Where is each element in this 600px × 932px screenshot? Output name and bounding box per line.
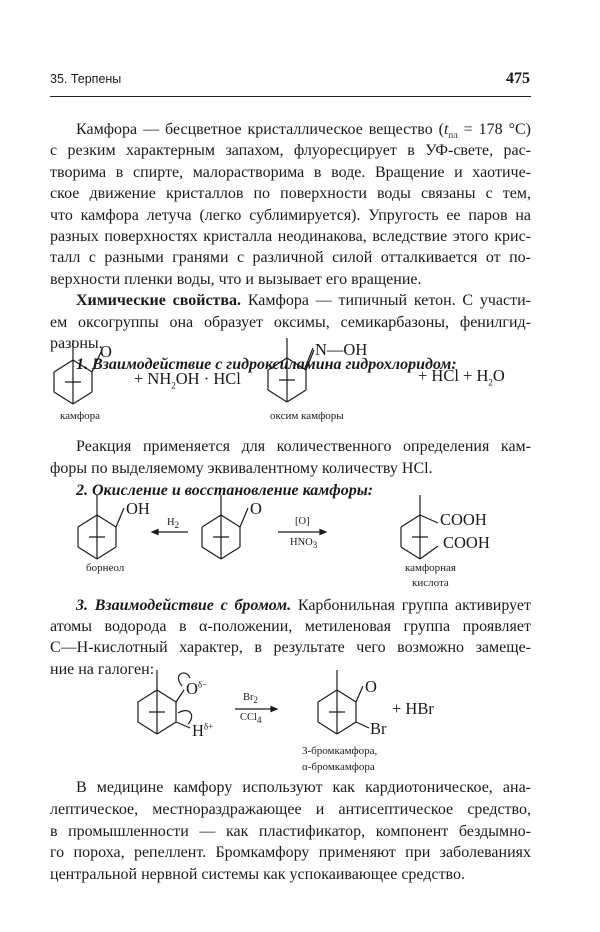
paragraph-line: В медицине камфору используют как кардиотоническое, ана- — [76, 779, 531, 796]
paragraph-line: го пороха, репеллент. Бромкамфору применяют при заболеваниях — [50, 844, 531, 861]
ch-bond — [176, 722, 190, 728]
label-bromocamphor: α-бромкамфора — [302, 761, 375, 773]
camphor-skeleton — [78, 495, 116, 559]
paragraph-line: что камфора летуча (легко сублимируется). Упругость ее паров на — [50, 207, 531, 224]
running-header-section: 35. Терпены — [50, 72, 122, 86]
carboxyl-group: COOH — [440, 510, 487, 529]
section-heading-1: 1. Взаимодействие с гидроксиламина гидрохлоридом: — [76, 356, 457, 373]
label-camphor: камфора — [60, 410, 101, 422]
reaction-arrow — [152, 530, 188, 535]
bromine-bond — [356, 722, 369, 728]
reduction-reagent: $H_2$ — [167, 517, 180, 531]
paragraph-line: в промышленности — как пластификатор, компонент бездымно- — [50, 823, 531, 840]
label-oxime: оксим камфоры — [270, 410, 344, 422]
carbonyl-bond — [176, 690, 184, 702]
carbonyl-bond — [92, 352, 101, 372]
camphor-skeleton — [138, 670, 176, 734]
paragraph-line: талл с разными гранями с различной силой отталкивается от по- — [50, 249, 531, 266]
paragraph-line: центральной нервной системы как успокаивающее средство. — [50, 866, 465, 883]
carboxyl-group: COOH — [443, 533, 490, 552]
label-borneol: борнеол — [86, 562, 125, 574]
camphor-skeleton — [54, 340, 92, 404]
paragraph-line: разных поверхностях кристалла неодинакова, вследствие этого крис- — [50, 228, 531, 245]
hydroxyl-bond — [116, 508, 124, 527]
carbonyl-oxygen: $O^{\delta-}$ — [186, 679, 208, 698]
products: + HCl + $H_2O$ — [418, 366, 505, 388]
alpha-hydrogen: $H^{\delta+}$ — [192, 721, 214, 740]
imine-double-bond — [305, 348, 314, 370]
label-camphoric-acid: кислота — [412, 577, 449, 589]
label-camphoric-acid: камфорная — [405, 562, 456, 574]
reaction-arrow — [278, 530, 326, 535]
bromination-solvent: CCl$_4$ — [240, 712, 262, 726]
paragraph-line: ское движение кристаллов по поверхности воды связаны с тем, — [50, 185, 531, 202]
camphor-skeleton — [318, 670, 356, 734]
oxime-group: N—OH — [315, 340, 368, 359]
page-number: 475 — [506, 70, 530, 87]
product-oxygen: O — [365, 677, 377, 696]
oxidation-reagent-above: [O] — [295, 516, 310, 527]
paragraph-line: разоны. — [50, 335, 103, 352]
paragraph-line: ем оксогруппы она образует оксимы, семикарбазоны, фенилгид- — [50, 314, 531, 331]
paragraph-line: атомы водорода в α-положении, метиленовая группа проявляет — [50, 618, 531, 635]
oxidation-reagent-below: $HNO_3$ — [290, 537, 318, 551]
paragraph-line: лептическое, местнораздражающее и антисептическое средство, — [50, 801, 531, 818]
hydroxyl-group: OH — [126, 499, 150, 518]
bromination-reagent: $Br_2$ — [243, 692, 258, 706]
paragraph-line: форы по выделяемому эквивалентному количеству HCl. — [50, 460, 433, 477]
carbonyl-oxygen: O — [100, 342, 112, 361]
paragraph-line: Камфора — бесцветное кристаллическое вещество ($t_{пл} = 178$ °C) — [76, 121, 532, 141]
section-heading-2: 2. Окисление и восстановление камфоры: — [76, 482, 374, 499]
electron-shift-arrow — [178, 711, 192, 724]
camphor-skeleton — [401, 495, 428, 559]
carbonyl-bond — [240, 508, 248, 527]
paragraph-line: C—H-кислотный характер, в результате чего возможно замеще- — [50, 639, 531, 656]
camphor-skeleton — [268, 338, 306, 402]
paragraph-line: Реакция применяется для количественного определения кам- — [76, 438, 531, 455]
label-bromocamphor: 3-бромкамфора, — [302, 745, 378, 757]
paragraph-line: с резким характерным запахом, флуоресцирует в УФ-свете, рас- — [50, 142, 531, 159]
carbonyl-bond — [356, 686, 363, 702]
paragraph-line: 3. Взаимодействие с бромом. Карбонильная группа активирует — [76, 597, 532, 614]
reaction-arrow — [235, 707, 277, 712]
electron-shift-arrow — [178, 673, 190, 686]
paragraph-line: верхности пленки воды, что и вызывает его вращение. — [50, 271, 422, 288]
paragraph-line: Химические свойства. Камфора — типичный кетон. С участи- — [76, 292, 531, 309]
byproduct: + HBr — [392, 699, 434, 718]
paragraph-line: ние на галоген: — [50, 661, 155, 678]
reagent: + $NH_2OH$ · HCl — [134, 369, 241, 391]
product-bromine: Br — [370, 719, 387, 738]
paragraph-line: творима в спирте, малорастворима в воде. Вращение и хаотиче- — [50, 164, 531, 181]
camphor-skeleton — [202, 495, 240, 559]
carbonyl-oxygen: O — [250, 499, 262, 518]
